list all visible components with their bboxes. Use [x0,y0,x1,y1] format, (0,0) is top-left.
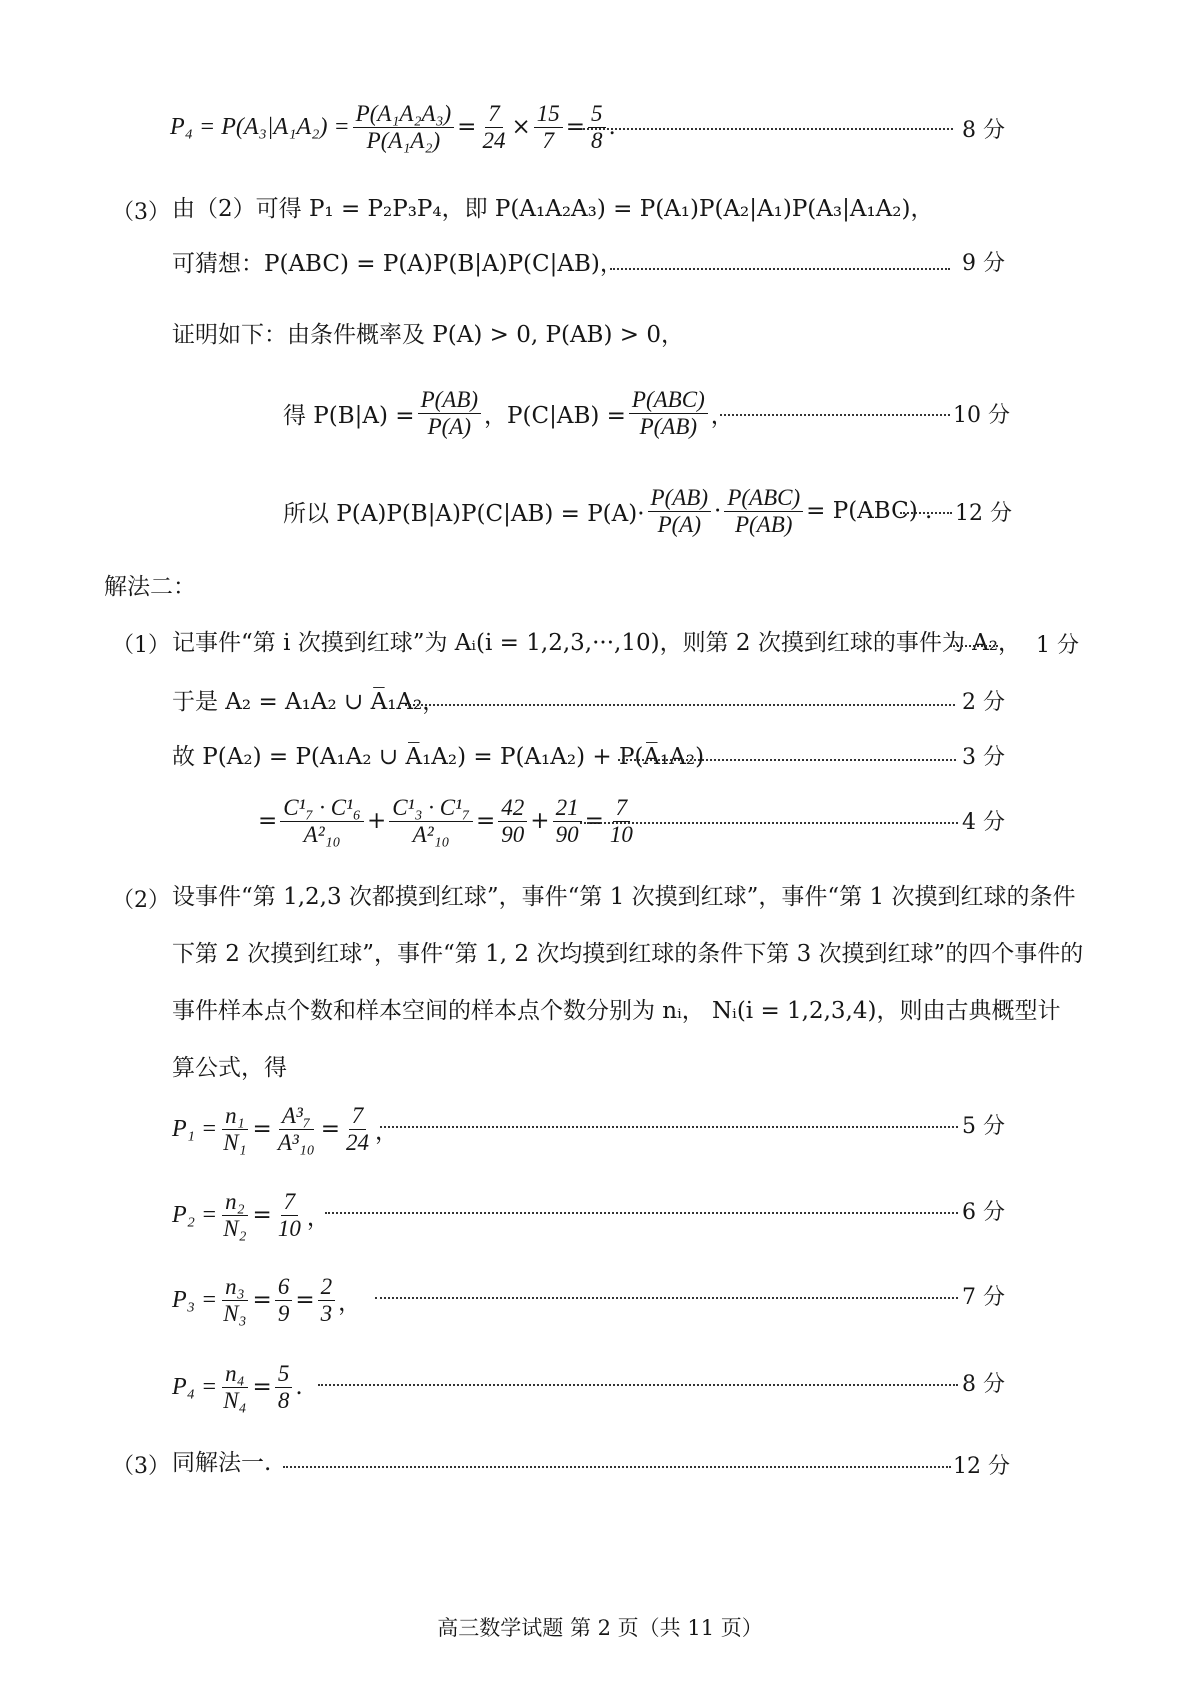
p2-line4: 算公式，得 [172,1055,287,1081]
leader-dots [610,268,950,270]
p4-formula-line: P₄ = P(A₃|A₁A₂) = $\frac{\text{P(A₁A₂A₃)}}{\text{P(A₁A₂)}}$ = $\frac{7}{24}$ × $\frac{15}{7}$ = $\frac{5}{8}$ . [170,100,616,153]
fraction: $\frac{15}{7}$ [534,101,563,154]
fraction: $\frac{\text{n₃}}{\text{N₃}}$ [223,1273,247,1326]
score: 9 分 [962,251,1005,276]
guess-text: 可猜想：P(ABC) = P(A)P(B|A)P(C|AB)， [172,251,623,277]
score: 10 分 [953,403,1010,428]
p1-text: 记事件“第 i 次摸到红球”为 Aᵢ(i = 1,2,3,···,10)，则第 2 次摸到红球的事件为 A₂， [172,630,1021,656]
score: 3 分 [962,745,1005,770]
score: 4 分 [962,810,1005,835]
fraction: $\frac{\text{A³₇}}{\text{A³₁₀}}$ [277,1102,315,1155]
gu-text: 故 P(A₂) = P(A₁A₂ ∪ A̅₁A₂) = P(A₁A₂) + P(A̅₁A₂) [172,744,705,770]
part-label: （3） [112,200,170,225]
leader-dots [325,1212,958,1214]
fraction: $\frac{7}{10}$ [277,1188,301,1241]
leader-dots [375,1297,958,1299]
score: 1 分 [1036,633,1079,658]
score: 12 分 [953,1454,1010,1479]
P2-line: P₂ = $\frac{\text{n₂}}{\text{N₂}}$ = $\frac{7}{10}$ ， [172,1188,330,1241]
p3-text: 同解法一. [172,1450,272,1476]
de-line: 得 P(B|A) = $\frac{P(AB)}{P(A)}$ ，P(C|AB) = $\frac{\text{P(ABC)}}{P(AB)}$ ， [283,386,734,439]
fraction: $\frac{\text{P(ABC)}}{P(AB)}$ [629,387,708,440]
leader-dots [405,704,955,706]
score: 2 分 [962,690,1005,715]
p2-line1: 设事件“第 1,2,3 次都摸到红球”，事件“第 1 次摸到红球”，事件“第 1 次摸到红球的条件 [172,884,1076,910]
so-line: 所以 P(A)P(B|A)P(C|AB) = P(A)· $\frac{P(AB)}{P(A)}$ · $\frac{\text{P(ABC)}}{P(AB)}$ = P(ABC) . [283,484,933,537]
fraction: $\frac{7}{10}$ [609,794,633,847]
score: 5 分 [962,1114,1005,1139]
p2-line2: 下第 2 次摸到红球”，事件“第 1, 2 次均摸到红球的条件下第 3 次摸到红球”的四个事件的 [172,941,1084,967]
fraction: $\frac{6}{9}$ [275,1274,293,1327]
part3-text: 由（2）可得 P₁ = P₂P₃P₄，即 P(A₁A₂A₃) = P(A₁)P(A₂|A₁)P(A₃|A₁A₂)， [172,196,934,222]
fraction: $\frac{21}{90}$ [553,795,582,848]
p2-line3: 事件样本点个数和样本空间的样本点个数分别为 nᵢ， Nᵢ(i = 1,2,3,4)，则由古典概型计 [172,998,1061,1024]
fraction: $\frac{5}{8}$ [275,1361,293,1414]
score: 7 分 [962,1285,1005,1310]
leader-dots [950,645,998,647]
method2-title: 解法二： [104,574,196,600]
fraction: $\frac{P(AB)}{P(A)}$ [648,485,711,538]
score: 8 分 [962,118,1005,143]
fraction: $\frac{\text{P(ABC)}}{P(AB)}$ [724,485,803,538]
proof-text: 证明如下：由条件概率及 P(A) > 0, P(AB) > 0， [172,322,684,348]
part-label: （1） [112,633,170,658]
p4-formula: P₄ = P(A₃|A₁A₂) = [170,113,350,140]
leader-dots [618,759,956,761]
P3-line: P₃ = $\frac{\text{n₃}}{\text{N₃}}$ = $\frac{6}{9}$ = $\frac{2}{3}$ ， [172,1273,362,1326]
part-label: （3） [112,1454,170,1479]
fraction: $\frac{42}{90}$ [498,795,527,848]
score: 8 分 [962,1372,1005,1397]
fraction: $\frac{\text{n₂}}{\text{N₂}}$ [223,1188,247,1241]
P1-line: P₁ = $\frac{\text{n₁}}{\text{N₁}}$ = $\frac{\text{A³₇}}{\text{A³₁₀}}$ = $\frac{7}{24}$ ， [172,1102,399,1155]
leader-dots [720,414,950,416]
fraction: $\frac{P(AB)}{P(A)}$ [418,387,481,440]
part-label: （2） [112,888,170,913]
fraction: $\frac{\text{C¹₇ · C¹₆}}{\text{A²₁₀}}$ [280,795,364,848]
score: 6 分 [962,1200,1005,1225]
P4-line: P₄ = $\frac{\text{n₄}}{\text{N₄}}$ = $\frac{5}{8}$ . [172,1360,303,1413]
leader-dots [583,128,953,130]
leader-dots [900,512,952,514]
fraction: $\frac{\text{n₁}}{\text{N₁}}$ [223,1102,247,1155]
leader-dots [318,1384,958,1386]
fraction: $\frac{7}{24}$ [482,100,506,153]
leader-dots [580,822,958,824]
page-footer: 高三数学试题 第 2 页（共 11 页） [437,1616,763,1640]
fraction: $\frac{2}{3}$ [318,1274,336,1327]
leader-dots [380,1126,958,1128]
fraction: $\frac{\text{n₄}}{\text{N₄}}$ [223,1360,247,1413]
calc-line: = $\frac{\text{C¹₇ · C¹₆}}{\text{A²₁₀}}$ + $\frac{\text{C¹₃ · C¹₇}}{\text{A²₁₀}}$ = $\frac{42}{90}$ + $\frac{21}{90}$ = $\frac{7}{10}$ [258,786,639,856]
score: 12 分 [955,501,1012,526]
yushi-text: 于是 A₂ = A₁A₂ ∪ A̅₁A₂， [172,689,446,715]
leader-dots [283,1466,951,1468]
fraction: $\frac{\text{P(A₁A₂A₃)}}{\text{P(A₁A₂)}}$ [353,101,455,154]
fraction: $\frac{\text{C¹₃ · C¹₇}}{\text{A²₁₀}}$ [389,795,473,848]
fraction: $\frac{7}{24}$ [346,1102,370,1155]
fraction: $\frac{5}{8}$ [588,101,606,154]
